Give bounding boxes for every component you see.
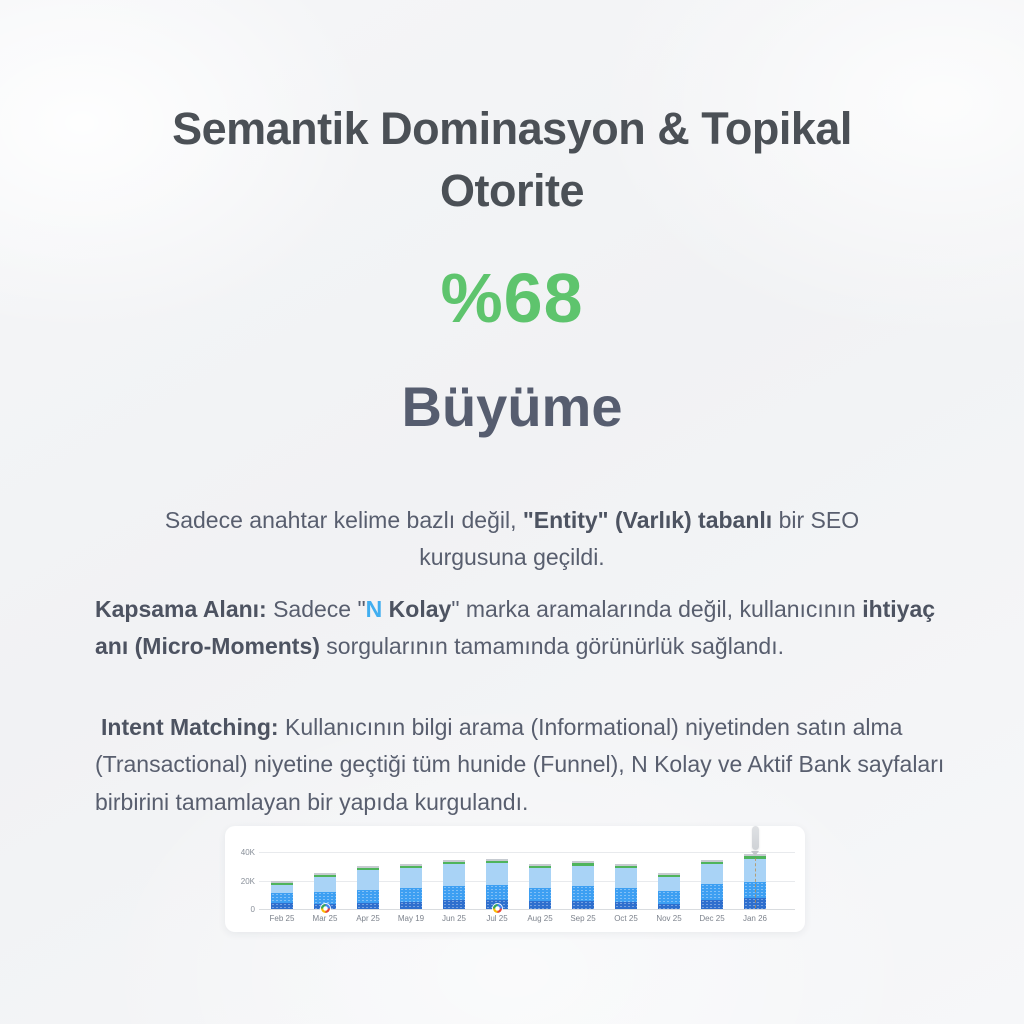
- p2-brand-kolay: Kolay: [382, 596, 452, 622]
- paragraph-kapsama-alani: [95, 591, 940, 666]
- p2-lead: Kapsama Alanı:: [95, 596, 267, 622]
- p1-pre: Sadece anahtar kelime bazlı değil,: [164, 507, 523, 533]
- segment-light-blue: [572, 866, 594, 887]
- p1-post: bir SEO kurgusuna geçildi.: [419, 507, 860, 571]
- chart-bar[interactable]: [486, 859, 508, 909]
- traffic-chart-plot: [225, 826, 805, 932]
- chart-bar[interactable]: [658, 873, 680, 909]
- x-tick-label: Sep 25: [570, 914, 596, 923]
- segment-light-blue: [443, 864, 465, 886]
- segment-light-blue: [400, 868, 422, 888]
- chart-bar[interactable]: [357, 866, 379, 909]
- page-title: [0, 98, 1024, 222]
- chart-bar[interactable]: [572, 861, 594, 909]
- x-tick-label: Jun 25: [441, 914, 467, 923]
- segment-light-blue: [529, 868, 551, 887]
- chart-scrubber-handle[interactable]: [752, 826, 759, 850]
- x-tick-label: Jul 25: [486, 914, 508, 923]
- segment-light-blue: [314, 877, 336, 892]
- segment-mid-blue: [701, 884, 723, 900]
- x-axis-line: [259, 909, 795, 910]
- y-gridline: [259, 852, 795, 853]
- google-update-marker[interactable]: [321, 904, 330, 913]
- chart-bar[interactable]: [615, 864, 637, 909]
- x-tick-label: Dec 25: [699, 914, 725, 923]
- segment-dark-blue: [615, 902, 637, 909]
- p2-s1: Sadece ": [266, 596, 366, 622]
- segment-dark-blue: [701, 900, 723, 909]
- segment-mid-blue: [357, 890, 379, 904]
- segment-dark-blue: [529, 901, 551, 909]
- p3-lead: Intent Matching:: [101, 714, 279, 740]
- p2-s2: " marka aramalarında değil, kullanıcının: [451, 596, 863, 622]
- chart-bar[interactable]: [400, 864, 422, 909]
- segment-dark-blue: [572, 901, 594, 909]
- x-tick-label: Jan 26: [742, 914, 768, 923]
- segment-mid-blue: [529, 888, 551, 902]
- page-title-line1: Semantik Dominasyon & Topikal: [172, 103, 852, 154]
- x-tick-label: Nov 25: [656, 914, 682, 923]
- segment-mid-blue: [443, 886, 465, 900]
- paragraph-entity-seo: [132, 502, 892, 577]
- chart-bar[interactable]: [529, 864, 551, 909]
- chart-bar[interactable]: [701, 860, 723, 909]
- p3-body: Kullanıcının bilgi arama (Informational) niyetinden satın alma (Transactional) niyetine geçtiği tüm hunide (Funnel), N Kolay ve Aktif Bank sayfaları birbirini tamamlayan bir yapıda kurgulandı.: [95, 714, 945, 815]
- p2-s3: sorgularının tamamında görünürlük sağlandı.: [319, 633, 784, 660]
- x-tick-label: Mar 25: [312, 914, 338, 923]
- growth-stat-value: %68: [440, 259, 584, 337]
- segment-dark-blue: [357, 903, 379, 909]
- segment-dark-blue: [271, 903, 293, 909]
- segment-light-blue: [615, 868, 637, 887]
- segment-mid-blue: [658, 891, 680, 904]
- segment-light-blue: [357, 870, 379, 890]
- segment-dark-blue: [400, 902, 422, 909]
- segment-mid-blue: [271, 893, 293, 902]
- segment-light-blue: [486, 863, 508, 885]
- segment-light-blue: [658, 877, 680, 891]
- p2-bold-micro-moments: ihtiyaç anı (Micro-Moments): [95, 596, 936, 660]
- x-tick-label: Oct 25: [614, 914, 638, 923]
- chart-bar[interactable]: [271, 881, 293, 909]
- segment-mid-blue: [314, 892, 336, 904]
- segment-light-blue: [271, 885, 293, 893]
- google-update-marker[interactable]: [493, 904, 502, 913]
- p1-bold-entity: "Entity" (Varlık) tabanlı: [522, 507, 773, 533]
- x-tick-label: Feb 25: [269, 914, 295, 923]
- segment-mid-blue: [572, 886, 594, 901]
- page-title-line2: Otorite: [439, 165, 584, 217]
- x-tick-label: Aug 25: [527, 914, 553, 923]
- y-tick-label: 0: [250, 905, 255, 914]
- segment-light-blue: [701, 864, 723, 884]
- x-tick-label: May 19: [397, 914, 425, 923]
- growth-stat-label: Büyüme: [401, 375, 623, 438]
- scrubber-arrow-icon: [751, 851, 759, 856]
- y-tick-label: 40K: [240, 848, 255, 857]
- paragraph-intent-matching: [95, 709, 955, 821]
- p2-brand-n: N: [365, 596, 383, 622]
- segment-mid-blue: [486, 885, 508, 900]
- hover-guide-line: [755, 858, 756, 908]
- chart-bar[interactable]: [443, 860, 465, 909]
- segment-dark-blue: [658, 904, 680, 909]
- x-tick-label: Apr 25: [356, 914, 380, 923]
- segment-dark-blue: [443, 900, 465, 909]
- segment-mid-blue: [615, 888, 637, 902]
- traffic-chart-card: [225, 826, 805, 932]
- y-tick-label: 20K: [240, 876, 255, 886]
- segment-mid-blue: [400, 888, 422, 902]
